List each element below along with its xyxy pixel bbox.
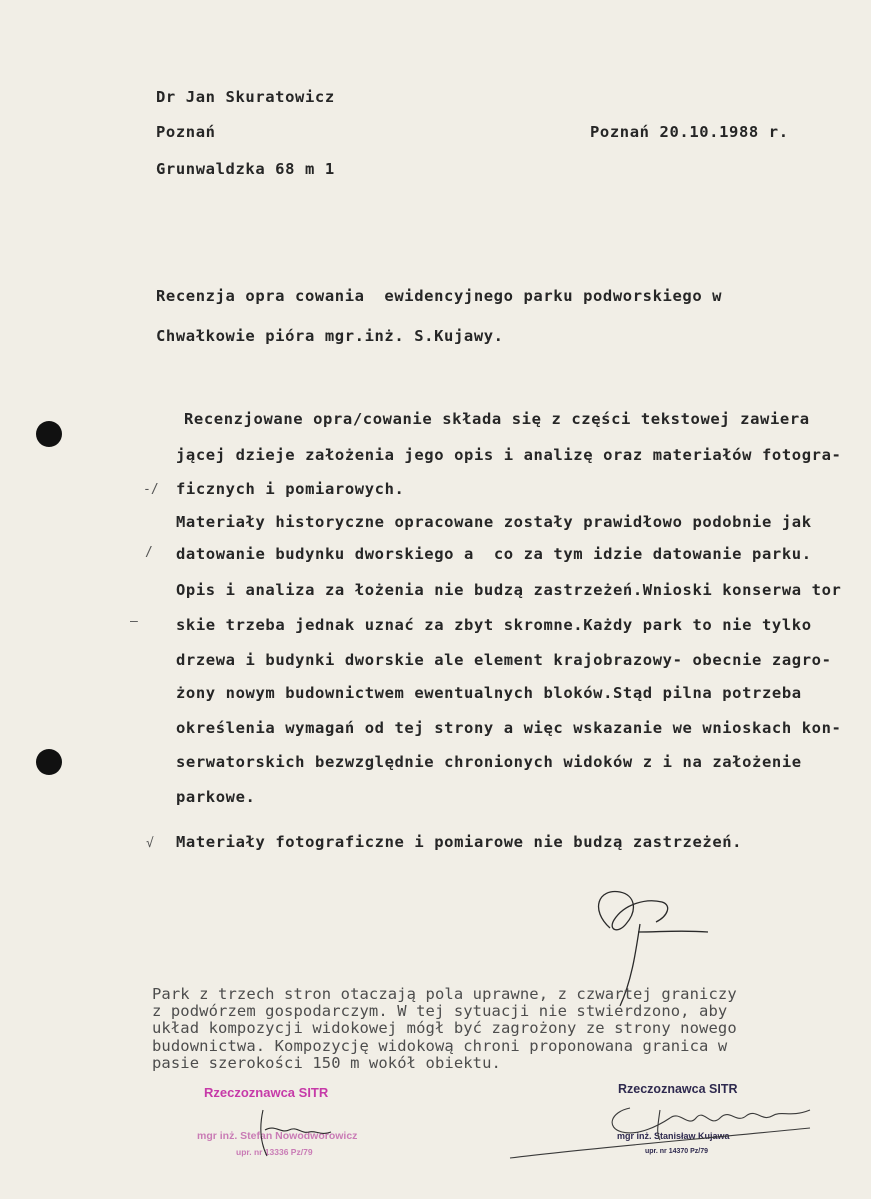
body-p2-line-1: Materiały historyczne opracowane zostały prawidłowo podobnie jak xyxy=(176,513,812,531)
note-line-3: układ kompozycji widokowej mógł być zagrożony ze strony nowego xyxy=(152,1019,737,1037)
stamp-left-title: Rzeczoznawca SITR xyxy=(204,1085,329,1100)
body-p3: Materiały fotograficzne i pomiarowe nie budzą zastrzeżeń. xyxy=(176,833,743,851)
body-p2-line-5: drzewa i budynki dworskie ale element krajobrazowy- obecnie zagro- xyxy=(176,651,832,669)
note-line-1: Park z trzech stron otaczają pola uprawne, z czwartej graniczy xyxy=(152,985,737,1003)
body-p2-line-6: żony nowym budownictwem ewentualnych bloków.Stąd pilna potrzeba xyxy=(176,684,802,702)
body-p2-line-4: skie trzeba jednak uznać za zbyt skromne.Każdy park to nie tylko xyxy=(176,616,812,634)
body-p1-line-1: Recenzjowane opra/cowanie składa się z części tekstowej zawiera xyxy=(184,410,810,428)
body-p2-line-9: parkowe. xyxy=(176,788,256,806)
stamp-right-number: upr. nr 14370 Pz/79 xyxy=(645,1148,709,1155)
margin-mark-3: — xyxy=(130,614,138,629)
signature-left xyxy=(245,1100,335,1160)
stamp-right-name: mgr inż. Stanisław Kujawa xyxy=(617,1131,730,1141)
sender-street: Grunwaldzka 68 m 1 xyxy=(156,160,335,178)
sender-city: Poznań xyxy=(156,123,216,141)
subject-line-2: Chwałkowie pióra mgr.inż. S.Kujawy. xyxy=(156,327,504,345)
margin-mark-2: / xyxy=(145,545,153,560)
stamp-left-name: mgr inż. Stefan Nowodworowicz xyxy=(197,1130,358,1142)
subject-line-1: Recenzja opra cowania ewidencyjnego parku podworskiego w xyxy=(156,287,723,305)
stamp-right-title: Rzeczoznawca SITR xyxy=(618,1082,738,1096)
note-line-4: budownictwa. Kompozycję widokową chroni proponowana granica w xyxy=(152,1037,728,1055)
date-line: Poznań 20.10.1988 r. xyxy=(590,123,789,141)
body-p1-line-3: ficznych i pomiarowych. xyxy=(176,480,405,498)
margin-mark-1: -/ xyxy=(143,482,159,497)
signature-right xyxy=(510,1088,830,1168)
body-p2-line-7: określenia wymagań od tej strony a więc wskazanie we wnioskach kon- xyxy=(176,719,842,737)
note-line-5: pasie szerokości 150 m wokół obiektu. xyxy=(152,1054,501,1072)
punch-hole-top xyxy=(36,421,62,447)
margin-mark-4: √ xyxy=(146,836,154,851)
punch-hole-bottom xyxy=(36,749,62,775)
body-p2-line-3: Opis i analiza za łożenia nie budzą zastrzeżeń.Wnioski konserwa tor xyxy=(176,581,842,599)
note-line-2: z podwórzem gospodarczym. W tej sytuacji nie stwierdzono, aby xyxy=(152,1002,728,1020)
body-p2-line-8: serwatorskich bezwzględnie chronionych widoków z i na założenie xyxy=(176,753,802,771)
stamp-left-number: upr. nr 13336 Pz/79 xyxy=(236,1147,313,1157)
body-p2-line-2: datowanie budynku dworskiego a co za tym idzie datowanie parku. xyxy=(176,545,812,563)
body-p1-line-2: jącej dzieje założenia jego opis i analizę oraz materiałów fotogra- xyxy=(176,446,842,464)
sender-name: Dr Jan Skuratowicz xyxy=(156,88,335,106)
